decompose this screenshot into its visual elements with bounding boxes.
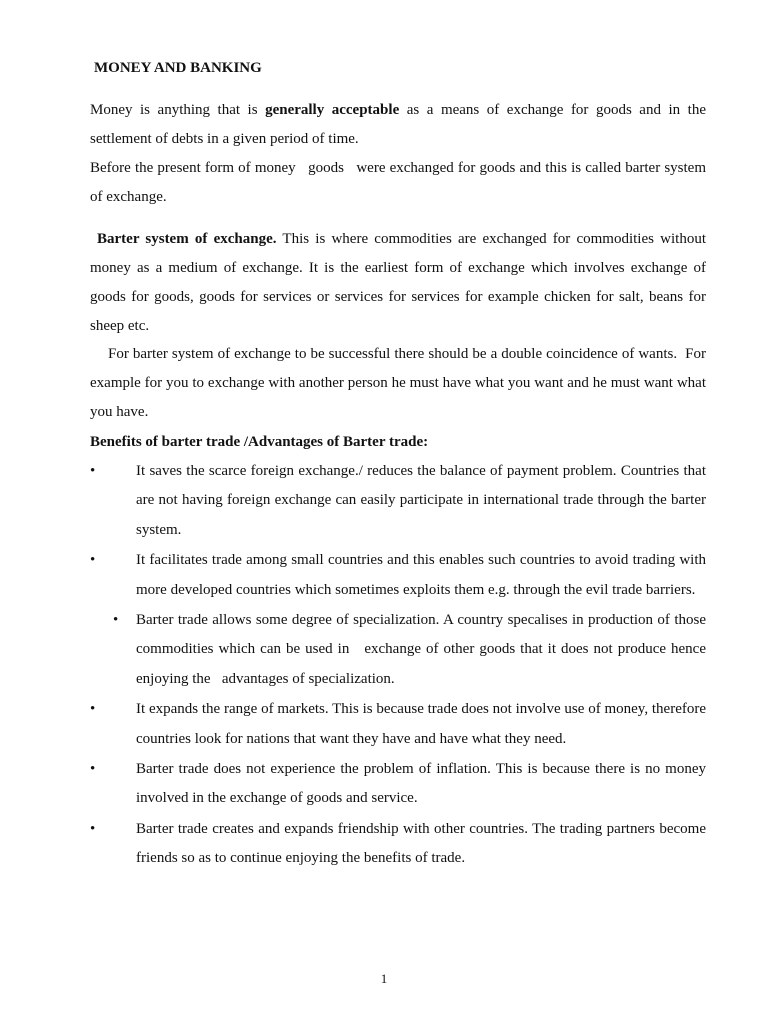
list-item-text: Barter trade creates and expands friendship with other countries. The trading partners become friends so as to continue enjoying the benefits of trade. bbox=[136, 820, 706, 867]
bullet-icon: • bbox=[90, 761, 96, 778]
bullet-icon: • bbox=[90, 701, 96, 718]
intro-section bbox=[90, 96, 710, 212]
money-definition-text: Money is anything that is bbox=[90, 102, 266, 118]
barter-definition-paragraph bbox=[90, 225, 706, 341]
list-item bbox=[0, 815, 706, 874]
list-item bbox=[0, 695, 706, 754]
list-item bbox=[0, 546, 706, 605]
money-definition-rest: as a means of exchange for goods and in the settlement of debts in a given period of time. bbox=[90, 102, 706, 147]
list-item bbox=[0, 457, 706, 545]
document-title: MONEY AND BANKING bbox=[94, 60, 262, 76]
bullet-icon: • bbox=[90, 463, 96, 479]
money-definition-paragraph bbox=[90, 96, 706, 154]
bullet-icon: • bbox=[113, 612, 119, 629]
bullet-icon: • bbox=[90, 552, 96, 569]
money-definition-emphasis: generally acceptable bbox=[265, 102, 400, 118]
benefits-list bbox=[0, 457, 768, 875]
page-number: 1 bbox=[380, 971, 388, 986]
list-item-text: Barter trade allows some degree of specialization. A country specalises in production of those commodities which can be used in exchange of other goods that it does not produce hence enjoying the advantages of specialization. bbox=[136, 612, 710, 687]
double-coincidence-paragraph bbox=[90, 340, 710, 427]
list-item bbox=[0, 606, 710, 694]
bullet-icon: • bbox=[90, 820, 96, 837]
benefits-heading: Benefits of barter trade /Advantages of Barter trade: bbox=[90, 434, 429, 450]
list-item-text: It saves the scarce foreign exchange./ reduces the balance of payment problem. Countries that are not having foreign exchange can easily participate in international trade through the barter system. bbox=[136, 463, 706, 538]
barter-intro-paragraph: Before the present form of money goods were exchanged for goods and this is called barter system of exchange. bbox=[90, 160, 710, 205]
double-coincidence-text: For barter system of exchange to be successful there should be a double coincidence of wants. For example for you to exchange with another person he must have what you want and he must want what you have. bbox=[90, 346, 710, 420]
list-item bbox=[0, 755, 706, 814]
list-item-text: It expands the range of markets. This is because trade does not involve use of money, therefore countries look for nations that want they have and have what they need. bbox=[136, 701, 706, 747]
list-item-text: It facilitates trade among small countries and this enables such countries to avoid trading with more developed countries which sometimes exploits them e.g. through the evil trade barriers. bbox=[136, 552, 706, 598]
list-item-text: Barter trade does not experience the problem of inflation. This is because there is no money involved in the exchange of goods and service. bbox=[136, 761, 706, 807]
barter-definition-lead: Barter system of exchange. bbox=[97, 231, 277, 247]
barter-definition-text: This is where commodities are exchanged for commodities without money as a medium of exchange. It is the earliest form of exchange which involves exchange of goods for goods, goods for services or services for services for example chicken for salt, beans for sheep etc. bbox=[90, 231, 706, 334]
